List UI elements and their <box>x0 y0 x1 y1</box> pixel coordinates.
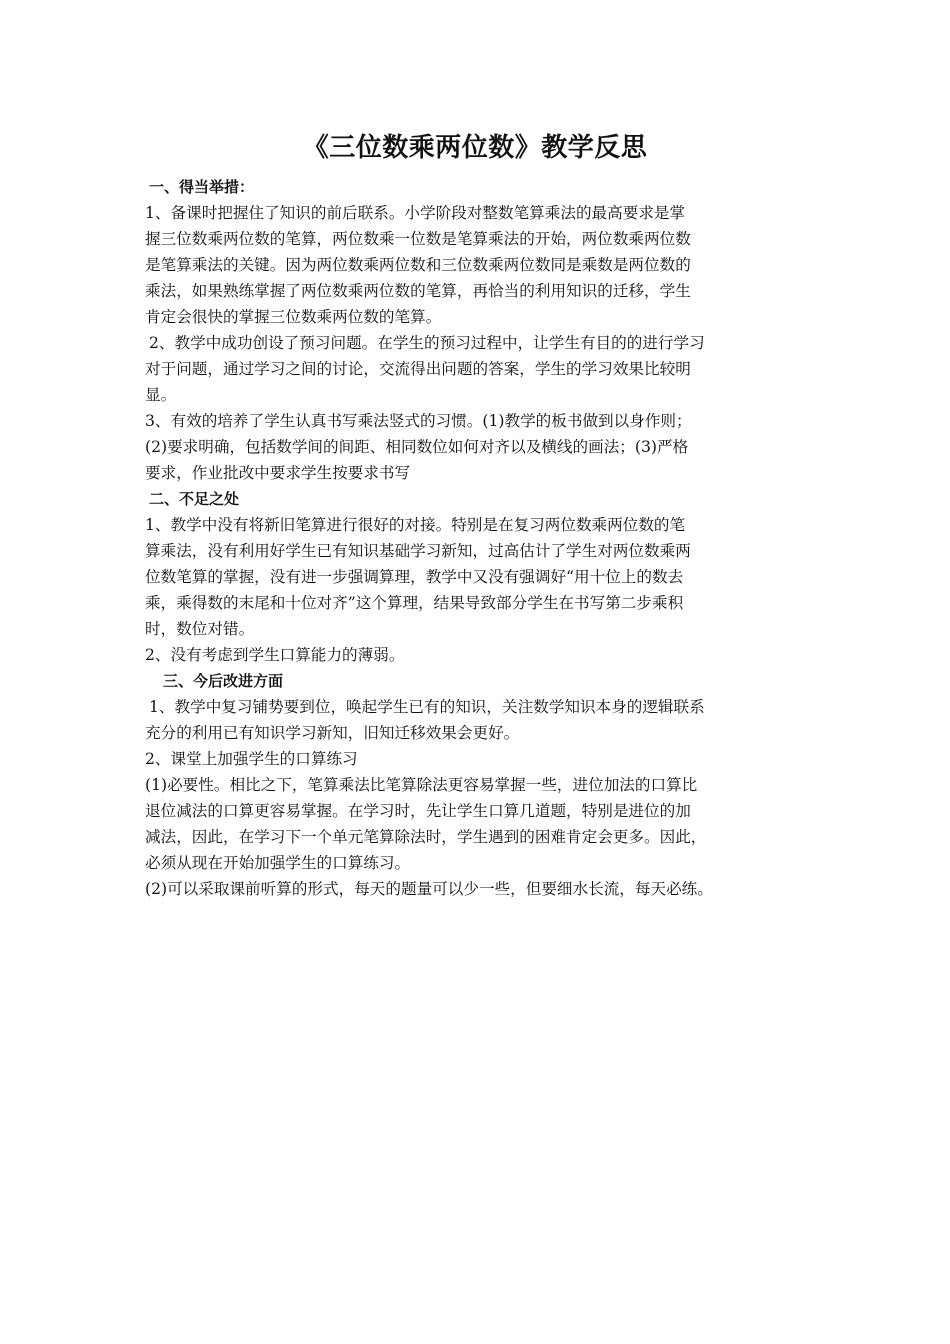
paragraph-line: 算乘法，没有利用好学生已有知识基础学习新知，过高估计了学生对两位数乘两 <box>145 542 691 560</box>
section-heading-shortcomings: 二、不足之处 <box>149 490 240 508</box>
paragraph-line: (2)要求明确，包括数学间的间距、相同数位如何对齐以及横线的画法；(3)严格 <box>145 438 689 456</box>
paragraph-line: 要求，作业批改中要求学生按要求书写 <box>145 464 411 482</box>
paragraph-line: 1、备课时把握住了知识的前后联系。小学阶段对整数笔算乘法的最高要求是掌 <box>145 204 686 222</box>
section-heading-measures: 一、得当举措： <box>149 178 255 196</box>
paragraph-line: 充分的利用已有知识学习新知，旧知迁移效果会更好。 <box>145 724 520 742</box>
paragraph-line: 退位减法的口算更容易掌握。在学习时，先让学生口算几道题，特别是进位的加 <box>145 802 691 820</box>
paragraph-line: 乘法，如果熟练掌握了两位数乘两位数的笔算，再恰当的利用知识的迁移，学生 <box>145 282 691 300</box>
paragraph-line: 乘，乘得数的末尾和十位对齐”这个算理，结果导致部分学生在书写第二步乘积 <box>145 594 684 612</box>
paragraph-line: 1、教学中没有将新旧笔算进行很好的对接。特别是在复习两位数乘两位数的笔 <box>145 516 686 534</box>
paragraph-line: 时，数位对错。 <box>145 620 255 638</box>
paragraph-line: 对于问题，通过学习之间的讨论，交流得出问题的答案，学生的学习效果比较明 <box>145 360 691 378</box>
paragraph-line: 是笔算乘法的关键。因为两位数乘两位数和三位数乘两位数同是乘数是两位数的 <box>145 256 691 274</box>
paragraph-line: 位数笔算的掌握，没有进一步强调算理，教学中又没有强调好“用十位上的数去 <box>145 568 684 586</box>
paragraph-line: 2、课堂上加强学生的口算练习 <box>145 750 358 768</box>
paragraph-line: 肯定会很快的掌握三位数乘两位数的笔算。 <box>145 308 442 326</box>
paragraph-line: 3、有效的培养了学生认真书写乘法竖式的习惯。(1)教学的板书做到以身作则； <box>145 412 692 430</box>
paragraph-line: 必须从现在开始加强学生的口算练习。 <box>145 854 411 872</box>
paragraph-line: 2、教学中成功创设了预习问题。在学生的预习过程中，让学生有目的的进行学习 <box>149 334 705 352</box>
paragraph-line: (2)可以采取课前听算的形式，每天的题量可以少一些，但要细水长流，每天必练。 <box>145 880 713 898</box>
paragraph-line: 减法，因此，在学习下一个单元笔算除法时，学生遇到的困难肯定会更多。因此， <box>145 828 707 846</box>
paragraph-line: 握三位数乘两位数的笔算，两位数乘一位数是笔算乘法的开始，两位数乘两位数 <box>145 230 691 248</box>
document-body <box>145 174 845 902</box>
paragraph-line: 2、没有考虑到学生口算能力的薄弱。 <box>145 646 405 664</box>
paragraph-line: (1)必要性。相比之下，笔算乘法比笔算除法更容易掌握一些，进位加法的口算比 <box>145 776 698 794</box>
document-title: 《三位数乘两位数》教学反思 <box>302 133 648 163</box>
paragraph-line: 显。 <box>145 386 177 404</box>
section-heading-improvements: 三、今后改进方面 <box>163 672 284 690</box>
paragraph-line: 1、教学中复习铺势要到位，唤起学生已有的知识，关注数学知识本身的逻辑联系 <box>149 698 705 716</box>
